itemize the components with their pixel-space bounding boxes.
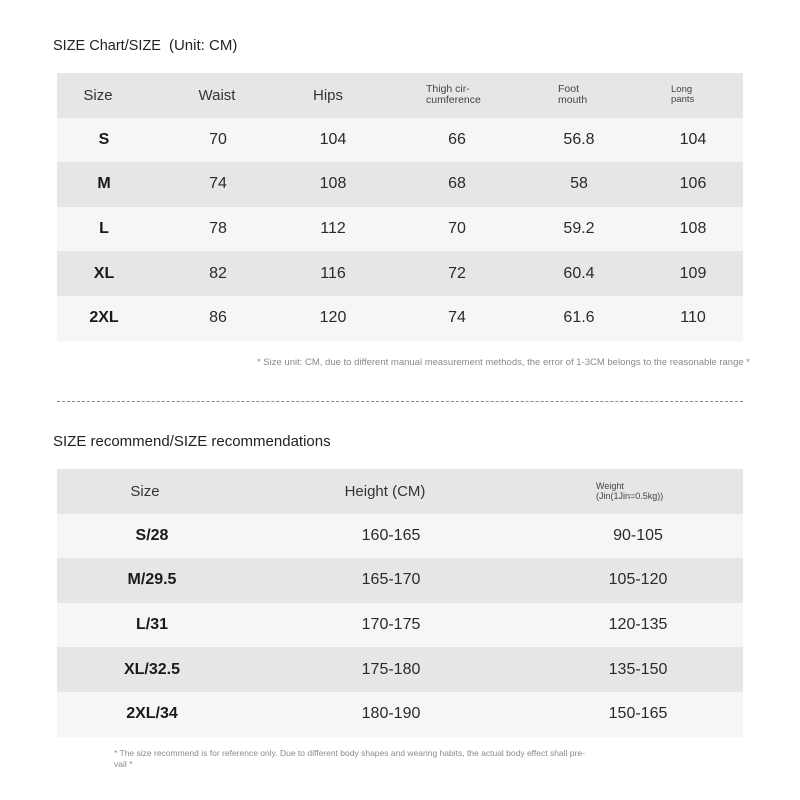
size-label: M — [97, 175, 111, 193]
size-chart-note: * Size unit: CM, due to different manual measurement methods, the error of 1-3CM belongs to the reasonable range * — [256, 357, 750, 368]
waist-value: 82 — [209, 264, 227, 282]
hips-value: 112 — [320, 220, 346, 238]
hips-value: 120 — [319, 309, 347, 327]
hips-value: 116 — [320, 264, 346, 282]
pants-value: 109 — [679, 264, 707, 282]
weight-value: 90-105 — [613, 526, 663, 544]
section-divider — [57, 401, 743, 402]
table-row — [57, 251, 743, 296]
size-chart-title-text: SIZE Chart/SIZE — [53, 38, 161, 54]
table-row — [57, 207, 743, 252]
weight-value: 120-135 — [608, 616, 668, 634]
size-label: XL/32.5 — [123, 660, 181, 678]
height-value: 180-190 — [361, 705, 421, 723]
header-size: Size — [83, 86, 113, 104]
waist-value: 74 — [209, 175, 227, 193]
size-label: 2XL — [89, 309, 119, 327]
size-label: M/29.5 — [127, 571, 177, 589]
height-value: 175-180 — [361, 660, 421, 678]
thigh-value: 68 — [448, 175, 466, 193]
pants-value: 106 — [679, 175, 707, 193]
thigh-value: 72 — [448, 264, 466, 282]
size-recommend-table — [57, 469, 743, 737]
table-row — [57, 162, 743, 207]
size-label: S/28 — [135, 526, 169, 544]
table-row — [57, 558, 743, 603]
size-recommend-title: SIZE recommend/SIZE recommendations — [53, 433, 331, 450]
table-row — [57, 118, 743, 163]
size-chart-title — [53, 37, 237, 54]
foot-value: 56.8 — [563, 130, 595, 148]
hips-value: 104 — [319, 130, 347, 148]
header-long-pants: Long pants — [671, 84, 695, 106]
waist-value: 70 — [209, 130, 227, 148]
header-size: Size — [130, 482, 160, 500]
header-foot-mouth: Foot mouth — [558, 83, 588, 107]
size-recommend-note: * The size recommend is for reference only. Due to different body shapes and wearing habits, the actual body effect shall pre- vail * — [114, 748, 585, 769]
weight-value: 105-120 — [608, 571, 668, 589]
table-row — [57, 296, 743, 341]
header-weight: Weight (Jin(1Jin=0.5kg)) — [596, 481, 664, 502]
header-height: Height (CM) — [344, 482, 426, 500]
table-header-row — [57, 469, 743, 514]
size-label: S — [98, 130, 110, 148]
header-thigh: Thigh cir- cumference — [426, 83, 481, 107]
pants-value: 108 — [679, 220, 707, 238]
table-row — [57, 603, 743, 648]
table-header-row — [57, 73, 743, 118]
pants-value: 110 — [680, 309, 706, 327]
size-chart-table — [57, 73, 743, 341]
size-label: XL — [93, 264, 115, 282]
pants-value: 104 — [679, 130, 707, 148]
hips-value: 108 — [319, 175, 347, 193]
foot-value: 61.6 — [563, 309, 595, 327]
thigh-value: 70 — [448, 220, 466, 238]
header-waist: Waist — [198, 86, 236, 104]
table-row — [57, 692, 743, 737]
height-value: 165-170 — [361, 571, 421, 589]
header-hips: Hips — [312, 86, 344, 104]
size-label: L/31 — [135, 616, 169, 634]
weight-value: 150-165 — [608, 705, 668, 723]
foot-value: 60.4 — [563, 264, 595, 282]
size-chart-unit: (Unit: CM) — [168, 37, 238, 54]
table-row — [57, 514, 743, 559]
height-value: 160-165 — [361, 526, 421, 544]
table-row — [57, 647, 743, 692]
foot-value: 58 — [570, 175, 588, 193]
size-label: L — [99, 220, 109, 238]
size-label: 2XL/34 — [126, 705, 178, 723]
waist-value: 78 — [209, 220, 227, 238]
foot-value: 59.2 — [563, 220, 595, 238]
thigh-value: 66 — [448, 130, 466, 148]
weight-value: 135-150 — [608, 660, 668, 678]
height-value: 170-175 — [361, 616, 421, 634]
thigh-value: 74 — [448, 309, 466, 327]
waist-value: 86 — [209, 309, 227, 327]
